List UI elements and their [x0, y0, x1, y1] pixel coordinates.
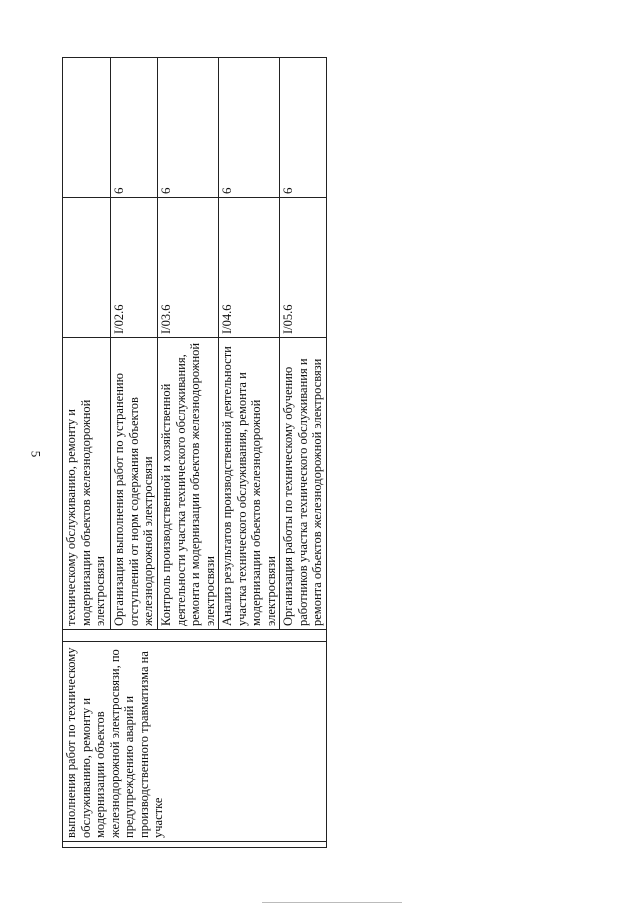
- level-cell: 6: [111, 58, 158, 198]
- level-cell: 6: [219, 58, 280, 198]
- generalized-function-cell: выполнения работ по техническому обслуживанию, ремонту и модернизации объектов железнодорожной электросвязи, по предупреждению аварий и производственного травматизма на участке: [63, 642, 327, 842]
- code-cell: [63, 198, 111, 338]
- table-cell-empty: [63, 630, 327, 642]
- code-cell: I/05.6: [280, 198, 327, 338]
- function-cell: Организация выполнения работ по устранению отступлений от норм содержания объектов железнодорожной электросвязи: [111, 338, 158, 630]
- code-cell: I/03.6: [158, 198, 219, 338]
- level-cell: 6: [158, 58, 219, 198]
- table-cell-empty: [63, 842, 327, 848]
- page-number: 5: [28, 450, 44, 458]
- table-row: [63, 58, 111, 848]
- level-cell: 6: [280, 58, 327, 198]
- functions-table: [62, 57, 327, 848]
- function-cell: техническому обслуживанию, ремонту и модернизации объектов железнодорожной электросвязи: [63, 338, 111, 630]
- scan-edge-line: [262, 902, 402, 903]
- code-cell: I/04.6: [219, 198, 280, 338]
- function-cell: Контроль производственной и хозяйственной деятельности участка технического обслуживания, ремонта и модернизации объектов железнодорожной электросвязи: [158, 338, 219, 630]
- function-cell: Анализ результатов производственной деятельности участка технического обслуживания, ремонта и модернизации объектов железнодорожной электросвязи: [219, 338, 280, 630]
- rotated-table-container: [62, 58, 324, 848]
- code-cell: I/02.6: [111, 198, 158, 338]
- function-cell: Организация работы по техническому обучению работников участка технического обслуживания и ремонта объектов железнодорожной электросвязи: [280, 338, 327, 630]
- level-cell: [63, 58, 111, 198]
